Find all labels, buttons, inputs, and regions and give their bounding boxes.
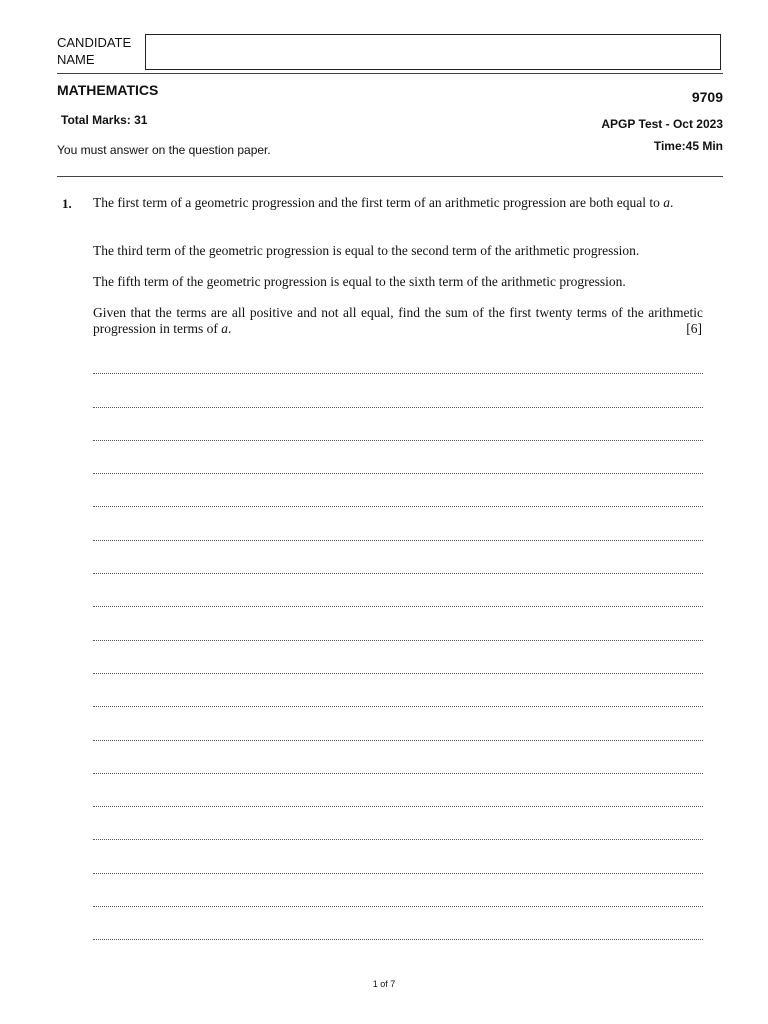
answer-line[interactable] bbox=[93, 821, 703, 854]
answer-line[interactable] bbox=[93, 355, 703, 388]
question-p4-end: . bbox=[227, 321, 232, 336]
question-marks: [6] bbox=[686, 321, 702, 336]
candidate-name-field[interactable] bbox=[145, 34, 721, 70]
answer-line[interactable] bbox=[93, 455, 703, 488]
question-paragraph-1 bbox=[93, 195, 703, 211]
question-p1-variable: a bbox=[663, 195, 670, 210]
total-marks: Total Marks: 31 bbox=[61, 113, 148, 127]
answer-line[interactable] bbox=[93, 755, 703, 788]
question-p4-text: Given that the terms are all positive and not all equal, find the sum of the first twenty terms of the arithmetic progression in terms of bbox=[93, 305, 703, 336]
question-p1-text: The first term of a geometric progression and the first term of an arithmetic progression are both equal to bbox=[93, 195, 664, 210]
answer-line[interactable] bbox=[93, 422, 703, 455]
question-p4-variable: a bbox=[221, 321, 228, 336]
question-paragraph-2: The third term of the geometric progression is equal to the second term of the arithmetic progression. bbox=[93, 243, 640, 258]
syllabus-code: 9709 bbox=[691, 89, 723, 105]
page-number: 1 of 7 bbox=[372, 979, 396, 989]
answer-line[interactable] bbox=[93, 888, 703, 921]
subject-title: MATHEMATICS bbox=[57, 82, 159, 98]
question-paragraph-4 bbox=[93, 305, 703, 337]
answer-line[interactable] bbox=[93, 521, 703, 554]
question-paragraph-3: The fifth term of the geometric progression is equal to the sixth term of the arithmetic progression. bbox=[93, 274, 626, 289]
answer-line[interactable] bbox=[93, 721, 703, 754]
answer-line[interactable] bbox=[93, 788, 703, 821]
header-divider-top bbox=[57, 73, 723, 74]
answer-line[interactable] bbox=[93, 488, 703, 521]
candidate-label-line2: NAME bbox=[57, 52, 95, 67]
answer-line[interactable] bbox=[93, 555, 703, 588]
answer-line[interactable] bbox=[93, 588, 703, 621]
time-allowed: Time:45 Min bbox=[653, 139, 723, 153]
candidate-name-label bbox=[57, 34, 131, 68]
test-name: APGP Test - Oct 2023 bbox=[601, 117, 723, 131]
answer-line[interactable] bbox=[93, 655, 703, 688]
answer-area[interactable] bbox=[93, 355, 703, 954]
answer-line[interactable] bbox=[93, 854, 703, 887]
answer-line[interactable] bbox=[93, 388, 703, 421]
header-divider-bottom bbox=[57, 176, 723, 177]
question-p1-end: . bbox=[669, 195, 674, 210]
question-number: 1. bbox=[62, 196, 72, 211]
answer-line[interactable] bbox=[93, 921, 703, 954]
candidate-label-line1: CANDIDATE bbox=[57, 35, 132, 50]
instruction-text: You must answer on the question paper. bbox=[57, 143, 271, 157]
answer-line[interactable] bbox=[93, 688, 703, 721]
answer-line[interactable] bbox=[93, 621, 703, 654]
